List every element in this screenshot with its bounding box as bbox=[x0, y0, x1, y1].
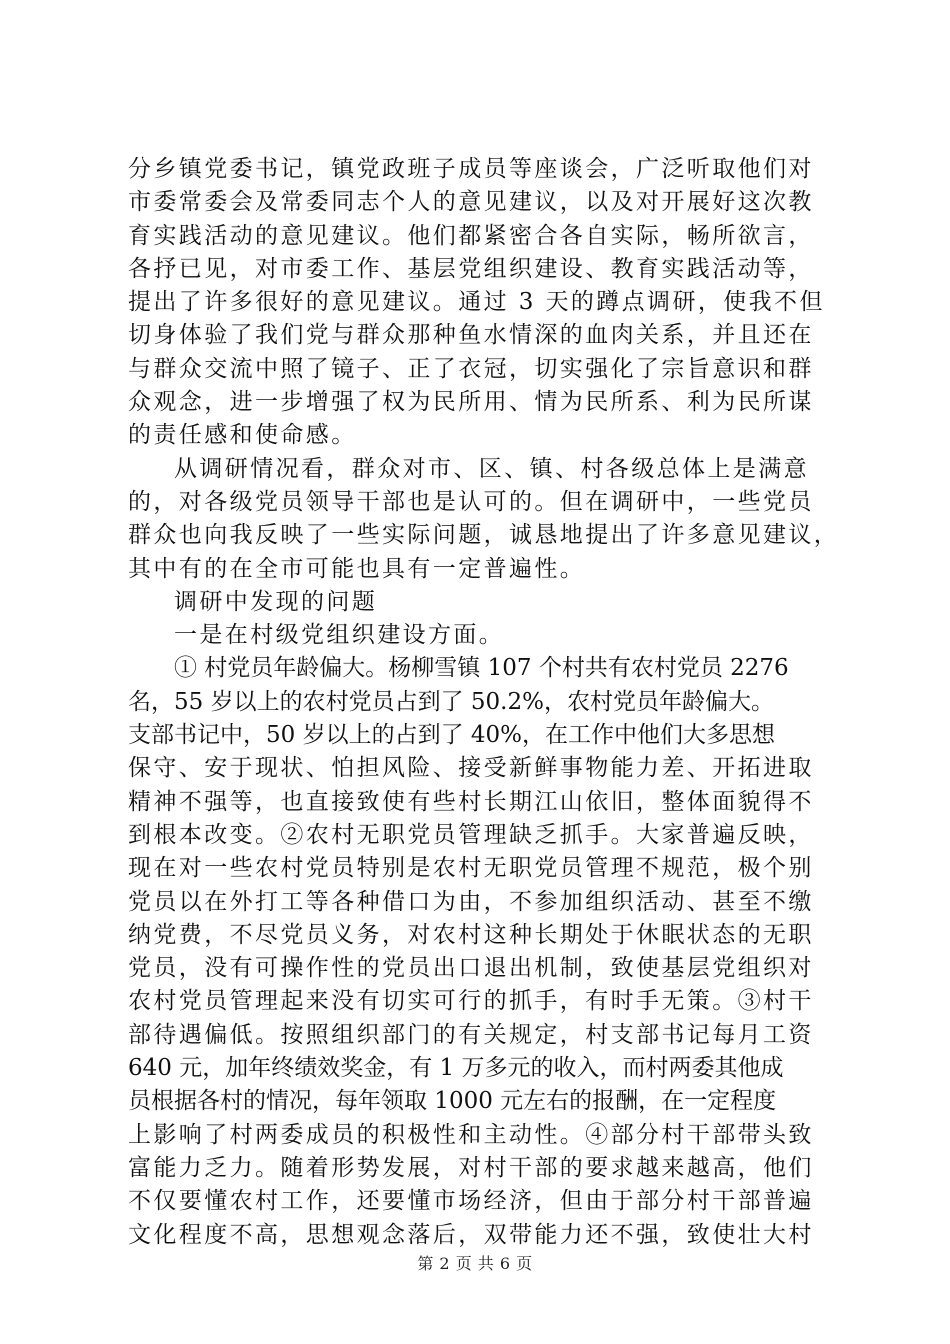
text-line: 精神不强等，也直接致使有些村长期江山依旧，整体面貌得不 bbox=[128, 788, 814, 815]
text-line: 不仅要懂农村工作，还要懂市场经济，但由于部分村干部普遍 bbox=[128, 1188, 814, 1215]
text-line: 农村党员管理起来没有切实可行的抓手，有时手无策。③村干 bbox=[128, 988, 814, 1015]
body-text bbox=[128, 153, 840, 1252]
text-line: 从调研情况看，群众对市、区、镇、村各级总体上是满意 bbox=[174, 455, 809, 482]
text-line: 各抒已见，对市委工作、基层党组织建设、教育实践活动等， bbox=[128, 255, 814, 282]
text-line: 富能力乏力。随着形势发展，对村干部的要求越来越高，他们 bbox=[128, 1154, 814, 1181]
text-line: 纳党费，不尽党员义务，对农村这种长期处于休眠状态的无职 bbox=[128, 921, 814, 948]
text-line: 党员以在外打工等各种借口为由，不参加组织活动、甚至不缴 bbox=[128, 888, 814, 915]
text-line: 市委常委会及常委同志个人的意见建议，以及对开展好这次教 bbox=[128, 189, 814, 216]
text-line: 到根本改变。②农村无职党员管理缺乏抓手。大家普遍反映， bbox=[128, 821, 814, 848]
text-line: 保守、安于现状、怕担风险、接受新鲜事物能力差、开拓进取 bbox=[128, 755, 814, 782]
text-line: 其中有的在全市可能也具有一定普遍性。 bbox=[128, 555, 586, 582]
text-line: 调研中发现的问题 bbox=[174, 588, 378, 615]
page-footer: 第 2 页 共 6 页 bbox=[417, 1254, 533, 1273]
text-line: 上影响了村两委成员的积极性和主动性。④部分村干部带头致 bbox=[128, 1121, 814, 1148]
text-line: 切身体验了我们党与群众那种鱼水情深的血肉关系，并且还在 bbox=[128, 322, 814, 349]
text-line: 名，55 岁以上的农村党员占到了 50.2%，农村党员年龄偏大。 bbox=[128, 688, 774, 715]
text-line: 640 元，加年终绩效奖金，有 1 万多元的收入，而村两委其他成 bbox=[128, 1055, 784, 1082]
text-line: 提出了许多很好的意见建议。通过 3 天的蹲点调研，使我不但 bbox=[128, 289, 825, 316]
text-line: 文化程度不高，思想观念落后，双带能力还不强，致使壮大村 bbox=[128, 1221, 814, 1248]
text-line: 群众也向我反映了一些实际问题，诚恳地提出了许多意见建议， bbox=[128, 522, 840, 549]
text-line: 育实践活动的意见建议。他们都紧密合各自实际，畅所欲言， bbox=[128, 222, 814, 249]
text-line: 现在对一些农村党员特别是农村无职党员管理不规范，极个别 bbox=[128, 855, 814, 882]
text-line: 众观念，进一步增强了权为民所用、情为民所系、利为民所谋 bbox=[128, 389, 814, 416]
text-line: ① 村党员年龄偏大。杨柳雪镇 107 个村共有农村党员 2276 bbox=[174, 655, 789, 682]
text-line: 与群众交流中照了镜子、正了衣冠，切实强化了宗旨意识和群 bbox=[128, 355, 814, 382]
text-line: 一是在村级党组织建设方面。 bbox=[174, 622, 505, 649]
text-line: 部待遇偏低。按照组织部门的有关规定，村支部书记每月工资 bbox=[128, 1021, 814, 1048]
text-line: 的，对各级党员领导干部也是认可的。但在调研中，一些党员 bbox=[128, 488, 814, 515]
text-line: 员根据各村的情况，每年领取 1000 元左右的报酬，在一定程度 bbox=[128, 1088, 777, 1115]
text-line: 的责任感和使命感。 bbox=[128, 422, 357, 449]
text-line: 党员，没有可操作性的党员出口退出机制，致使基层党组织对 bbox=[128, 955, 814, 982]
text-line: 分乡镇党委书记，镇党政班子成员等座谈会，广泛听取他们对 bbox=[128, 156, 814, 182]
text-line: 支部书记中，50 岁以上的占到了 40%，在工作中他们大多思想 bbox=[128, 722, 776, 749]
